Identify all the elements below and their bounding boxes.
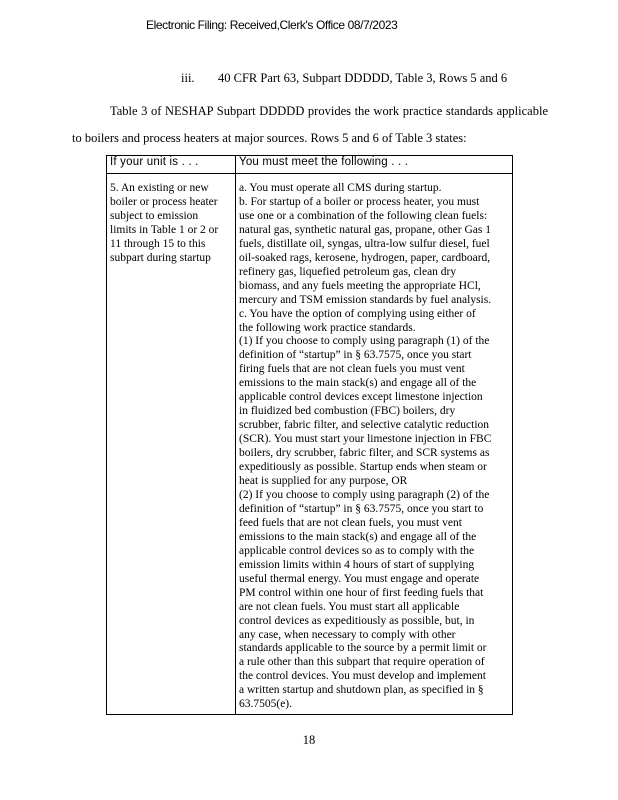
cell-line: in fluidized bed combustion (FBC) boilers, dry (239, 405, 456, 418)
cell-line: definition of “startup” in § 63.7575, once you start to (239, 502, 484, 515)
cell-line: control devices as expeditiously as possible, but, in (239, 614, 475, 627)
cell-line: (1) If you choose to comply using paragraph (1) of the (239, 335, 490, 348)
cell-line: a rule other than this subpart that require operation of (239, 656, 485, 669)
cell-line: subpart during startup (110, 251, 211, 264)
section-title: 40 CFR Part 63, Subpart DDDDD, Table 3, Rows 5 and 6 (218, 71, 508, 85)
cell-line: boilers, dry scrubber, fabric filter, and SCR systems as (239, 447, 490, 460)
unit-cell (107, 174, 236, 715)
cell-line: 63.7505(e). (239, 698, 293, 711)
cell-line: natural gas, synthetic natural gas, propane, other Gas 1 (239, 223, 491, 236)
cell-line: scrubber, fabric filter, and selective catalytic reduction (239, 419, 490, 432)
work-practice-table (106, 155, 513, 715)
intro-paragraph: Table 3 of NESHAP Subpart DDDDD provides the work practice standards applicable to boilers and process heaters at major sources. Rows 5 and 6 of Table 3 states: (72, 104, 548, 145)
cell-line: standards applicable to the source by a permit limit or (239, 642, 487, 655)
cell-line: feed fuels that are not clean fuels, you must vent (239, 516, 462, 529)
cell-line: a written startup and shutdown plan, as specified in § (239, 684, 484, 697)
cell-line: expeditiously as possible. Startup ends when steam or (239, 461, 487, 474)
cell-line: definition of “startup” in § 63.7575, once you start (239, 349, 472, 362)
cell-line: b. For startup of a boiler or process heater, you must (239, 195, 480, 208)
cell-line: PM control within one hour of first feeding fuels that (239, 586, 484, 599)
cell-line: emissions to the main stack(s) and engage all of the (239, 377, 477, 390)
cell-line: useful thermal energy. You must engage and operate (239, 572, 480, 585)
requirement-cell (236, 174, 513, 715)
cell-line: the control devices. You must develop and implement (239, 670, 486, 683)
section-heading (181, 71, 507, 86)
table-header-row (107, 156, 513, 174)
cell-line: (SCR). You must start your limestone injection in FBC (239, 433, 492, 446)
section-number: iii. (181, 71, 195, 85)
table-row (107, 174, 513, 715)
cell-line: subject to emission (110, 209, 199, 222)
cell-line: emissions to the main stack(s) and engage all of the (239, 530, 477, 543)
cell-line: any case, when necessary to comply with other (239, 628, 456, 641)
cell-line: fuels, distillate oil, syngas, ultra-low sulfur diesel, fuel (239, 237, 490, 250)
cell-line: refinery gas, liquefied petroleum gas, clean dry (239, 265, 457, 278)
cell-line: 11 through 15 to this (110, 237, 206, 250)
cell-line: are not clean fuels. You must start all applicable (239, 600, 460, 613)
page-number: 18 (302, 733, 316, 747)
cell-line: a. You must operate all CMS during startup. (239, 182, 442, 194)
cell-line: heat is supplied for any purpose, OR (239, 475, 408, 488)
cell-line: boiler or process heater (110, 195, 218, 208)
cell-line: firing fuels that are not clean fuels you must vent (239, 363, 465, 376)
cell-line: (2) If you choose to comply using paragraph (2) of the (239, 488, 490, 501)
cell-line: oil-soaked rags, kerosene, hydrogen, paper, cardboard, (239, 251, 491, 264)
cell-line: biomass, and any fuels meeting the appropriate HCl, (239, 279, 481, 292)
header-requirement: You must meet the following . . . (236, 156, 513, 174)
cell-line: c. You have the option of complying using either of (239, 307, 476, 320)
header-unit: If your unit is . . . (107, 156, 236, 174)
cell-line: 5. An existing or new (110, 182, 209, 194)
cell-line: emission limits within 4 hours of start of supplying (239, 558, 475, 571)
cell-line: applicable control devices except limestone injection (239, 391, 483, 404)
cell-line: mercury and TSM emission standards by fuel analysis. (239, 293, 492, 306)
cell-line: applicable control devices so as to comply with the (239, 544, 475, 557)
cell-line: use one or a combination of the following clean fuels: (239, 209, 488, 222)
cell-line: limits in Table 1 or 2 or (110, 223, 219, 236)
cell-line: the following work practice standards. (239, 321, 416, 334)
filing-stamp: Electronic Filing: Received,Clerk's Office 08/7/2023 (146, 18, 398, 32)
